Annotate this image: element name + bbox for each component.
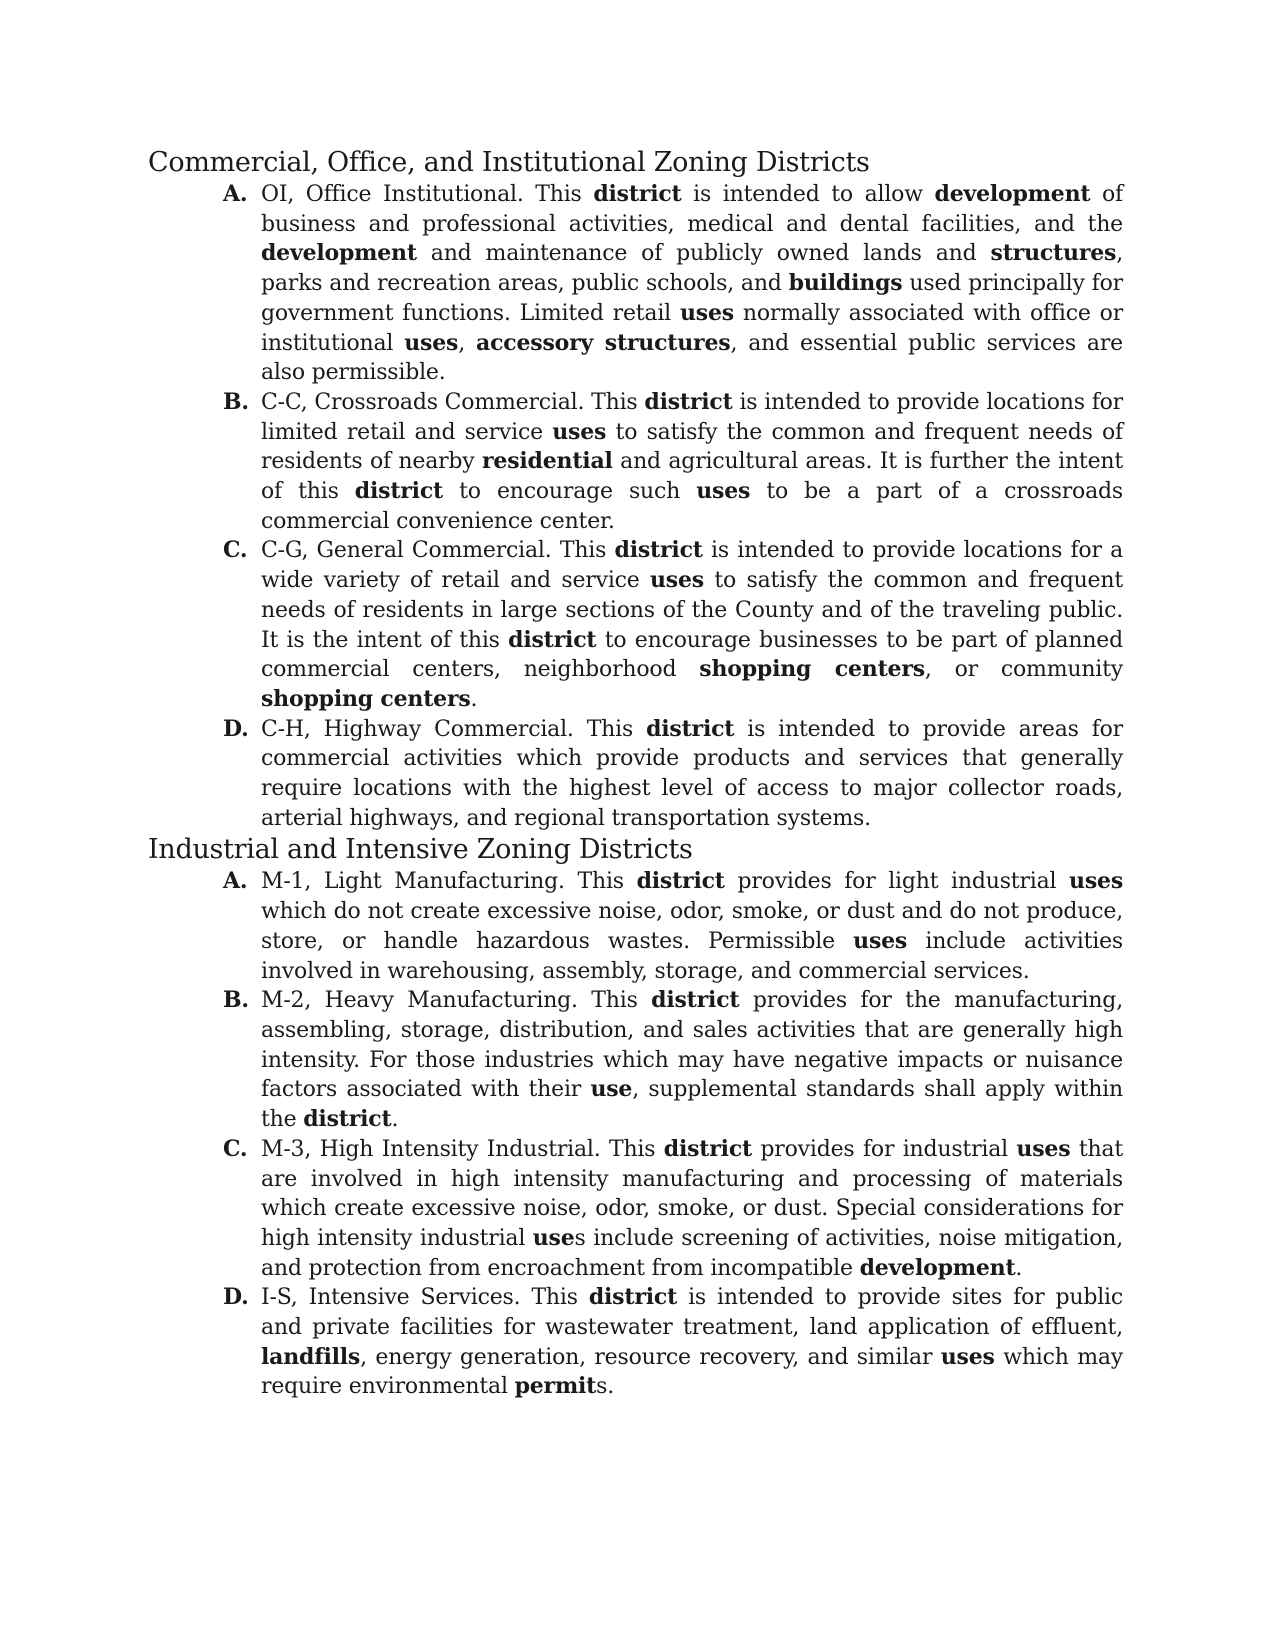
text-run: . xyxy=(391,1107,399,1133)
text-run: of business and professional activities, medical and dental facilities, and the xyxy=(261,182,1123,237)
text-run: M-2, Heavy Manufacturing. This xyxy=(261,988,652,1014)
text-run: normally associated with office or institutional xyxy=(261,300,1124,356)
text-run: which may require environmental xyxy=(261,1344,1124,1400)
item-marker: B. xyxy=(223,987,249,1014)
text-run: C-C, Crossroads Commercial. This xyxy=(261,389,645,415)
list-item xyxy=(148,867,1123,986)
text-run: s include screening of activities, noise mitigation, and protection from encroachment from incompatible xyxy=(261,1225,1123,1281)
defined-term: uses xyxy=(404,329,459,356)
defined-term: district xyxy=(636,868,725,895)
text-run: provides for industrial xyxy=(751,1136,1017,1162)
text-run: , supplemental standards shall apply within the xyxy=(261,1077,1123,1133)
item-text xyxy=(261,538,1123,712)
list-item xyxy=(148,388,1123,537)
defined-term: district xyxy=(354,478,443,505)
text-run: to encourage businesses to be part of planned commercial centers, neighborhood xyxy=(261,627,1123,683)
list-item xyxy=(148,715,1123,834)
text-run: which do not create excessive noise, odor, smoke, or dust and do not produce, store, or handle hazardous wastes. Permissible xyxy=(261,899,1123,954)
item-text xyxy=(261,717,1123,831)
defined-term: district xyxy=(644,388,733,415)
text-run: include activities involved in warehousing, assembly, storage, and commercial services. xyxy=(261,928,1123,984)
defined-term: uses xyxy=(853,927,908,954)
list-item xyxy=(148,536,1123,714)
text-run: , or community xyxy=(924,657,1124,683)
item-text xyxy=(261,869,1123,983)
list-commercial xyxy=(148,180,1123,833)
defined-term: district xyxy=(651,987,740,1014)
text-run: provides for light industrial xyxy=(724,869,1070,895)
text-run: used principally for government functions. Limited retail xyxy=(261,271,1123,326)
defined-term: residential xyxy=(482,448,613,475)
defined-term: buildings xyxy=(788,270,903,297)
text-run: , and essential public services are also permissible. xyxy=(261,330,1123,386)
text-run: . xyxy=(1015,1255,1023,1281)
defined-term: development xyxy=(934,181,1091,207)
item-text xyxy=(261,1285,1123,1399)
defined-term: district xyxy=(646,715,735,742)
text-run: C-H, Highway Commercial. This xyxy=(261,716,647,742)
item-text xyxy=(261,988,1123,1132)
item-marker: D. xyxy=(223,715,249,742)
list-item xyxy=(148,180,1123,388)
defined-term: use xyxy=(590,1076,633,1103)
defined-term: district xyxy=(508,626,597,653)
defined-term: district xyxy=(663,1135,752,1162)
defined-term: district xyxy=(614,537,703,564)
defined-term: accessory structures xyxy=(476,329,731,356)
text-run: to be a part of a crossroads commercial convenience center. xyxy=(261,479,1123,534)
item-text xyxy=(261,182,1123,385)
text-run: is intended to allow xyxy=(681,182,935,207)
item-marker: A. xyxy=(223,181,248,207)
list-item xyxy=(148,1283,1123,1402)
text-run: , xyxy=(458,330,477,356)
defined-term: district xyxy=(593,181,682,207)
item-marker: A. xyxy=(223,868,248,895)
item-marker: D. xyxy=(223,1284,249,1311)
text-run: is intended to provide locations for limited retail and service xyxy=(261,389,1123,445)
defined-term: development xyxy=(859,1254,1016,1281)
text-run: to encourage such xyxy=(443,479,697,505)
defined-term: use xyxy=(532,1224,575,1251)
list-item xyxy=(148,986,1123,1135)
defined-term: uses xyxy=(1069,868,1124,895)
defined-term: uses xyxy=(940,1343,995,1370)
defined-term: structures xyxy=(990,240,1117,267)
defined-term: landfills xyxy=(261,1343,361,1370)
defined-term: uses xyxy=(552,418,607,445)
text-run: and agricultural areas. It is further the intent of this xyxy=(261,449,1124,505)
defined-term: permit xyxy=(514,1373,597,1400)
section-title-commercial: Commercial, Office, and Institutional Zoning Districts xyxy=(148,147,870,178)
item-marker: B. xyxy=(223,388,249,415)
item-marker: C. xyxy=(223,537,248,564)
defined-term: uses xyxy=(679,299,734,326)
text-run: , energy generation, resource recovery, and similar xyxy=(360,1344,941,1370)
defined-term: uses xyxy=(650,567,704,594)
defined-term: district xyxy=(303,1106,392,1133)
text-run: M-3, High Intensity Industrial. This xyxy=(261,1136,664,1162)
text-run: to satisfy the common and frequent needs of residents of nearby xyxy=(261,419,1123,475)
item-text xyxy=(261,390,1123,534)
defined-term: district xyxy=(588,1284,678,1311)
defined-term: uses xyxy=(696,478,751,505)
defined-term: shopping centers xyxy=(699,656,925,683)
document-page xyxy=(148,146,1123,1402)
text-run: I-S, Intensive Services. This xyxy=(261,1285,589,1311)
defined-term: shopping centers xyxy=(261,685,471,712)
text-run: , parks and recreation areas, public schools, and xyxy=(261,241,1123,297)
section-title-industrial: Industrial and Intensive Zoning Districts xyxy=(148,834,693,866)
text-run: to satisfy the common and frequent needs of residents in large sections of the County and of the traveling public. It is the intent of this xyxy=(261,568,1123,653)
text-run: M-1, Light Manufacturing. This xyxy=(261,869,637,895)
text-run: s. xyxy=(596,1374,615,1400)
text-run: is intended to provide sites for public and private facilities for wastewater treatment, land application of effluent, xyxy=(261,1285,1123,1341)
text-run: C-G, General Commercial. This xyxy=(261,538,615,564)
item-text xyxy=(261,1137,1123,1281)
text-run: is intended to provide locations for a wide variety of retail and service xyxy=(261,538,1124,594)
list-item xyxy=(148,1135,1123,1284)
list-industrial xyxy=(148,867,1123,1402)
item-marker: C. xyxy=(223,1135,248,1162)
text-run: . xyxy=(470,686,478,712)
text-run: that are involved in high intensity manufacturing and processing of materials which create excessive noise, odor, smoke, or dust. Special considerations for high intensity industrial xyxy=(261,1136,1123,1251)
defined-term: uses xyxy=(1016,1135,1071,1162)
text-run: and maintenance of publicly owned lands and xyxy=(416,241,991,267)
text-run: provides for the manufacturing, assembling, storage, distribution, and sales activities that are generally high intensity. For those industries which may have negative impacts or nuisance factors associated with their xyxy=(261,988,1123,1103)
text-run: OI, Office Institutional. This xyxy=(261,182,594,207)
text-run: is intended to provide areas for commercial activities which provide products and services that generally require locations with the highest level of access to major collector roads, arterial highways, and regional transportation systems. xyxy=(261,716,1123,831)
defined-term: development xyxy=(261,240,417,267)
